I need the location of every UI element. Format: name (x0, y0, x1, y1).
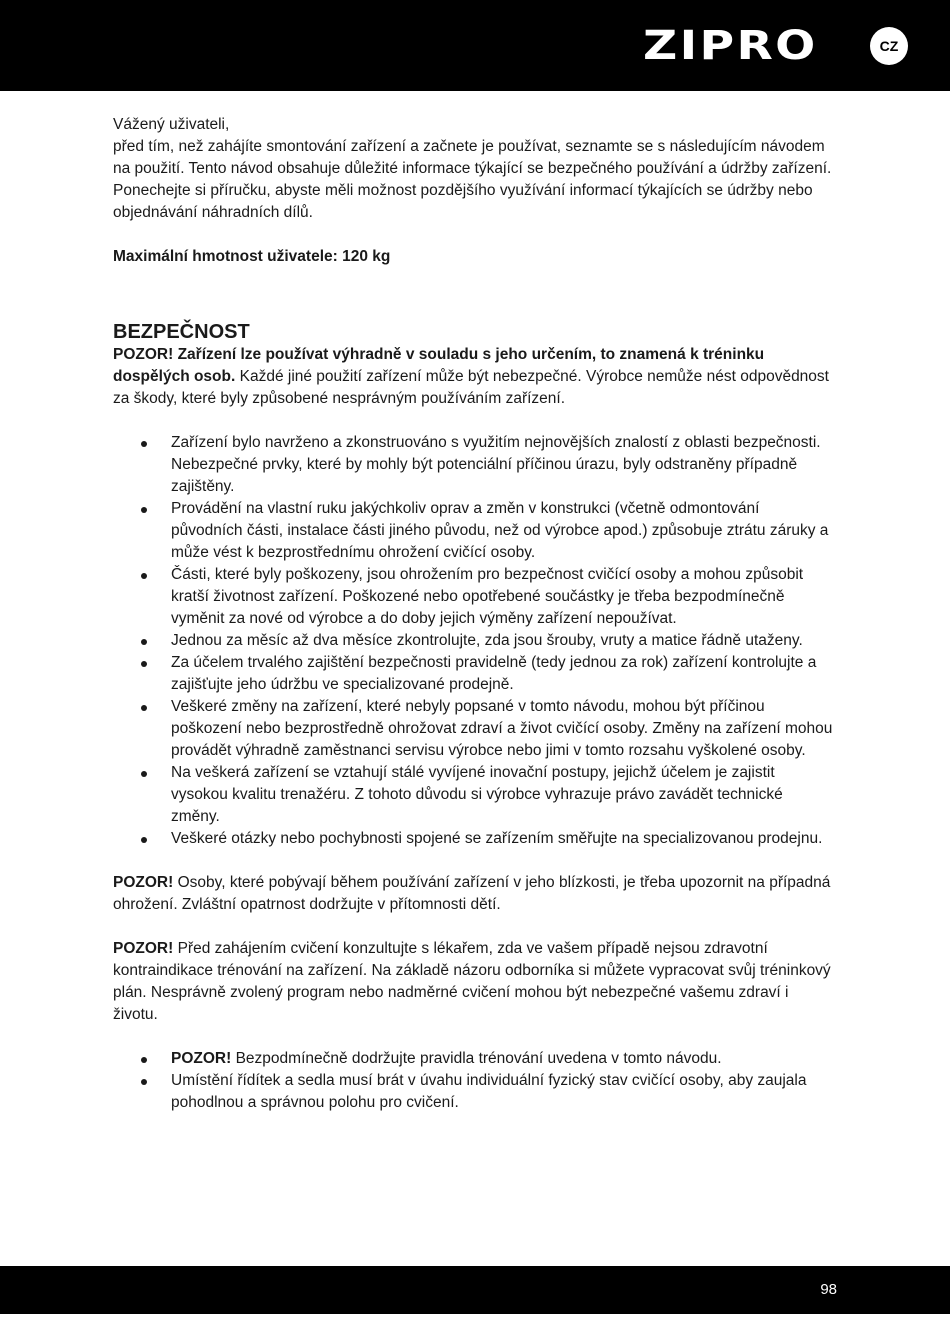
list-item (113, 652, 833, 696)
bullet-icon (141, 1057, 147, 1063)
page-content (113, 114, 833, 1114)
list-item-text: Jednou za měsíc až dva měsíce zkontrolujte, zda jsou šrouby, vruty a matice řádně utaženy. (171, 632, 803, 649)
safety-list (113, 432, 833, 850)
list-item-text: Provádění na vlastní ruku jakýchkoliv oprav a změn v konstrukci (včetně odmontování původních části, instalace části jiného původu, než od výrobce apod.) způsobuje ztrátu záruky a může vést k bezprostřednímu ohrožení cvičící osoby. (171, 500, 829, 561)
pozor-label: POZOR! (113, 940, 174, 957)
max-weight: Maximální hmotnost uživatele: 120 kg (113, 248, 391, 265)
bullet-icon (141, 441, 147, 447)
list-item-text: Veškeré změny na zařízení, které nebyly popsané v tomto návodu, mohou být příčinou poškození nebo bezprostředně ohrožovat zdraví a život cvičící osoby. Změny na zařízení mohou provádět výhradně zaměstnanci servisu výrobce nebo jimi v tomto rozsahu vyškolené osoby. (171, 698, 833, 759)
bullet-icon (141, 837, 147, 843)
list-item (113, 1048, 833, 1070)
bullet-icon (141, 639, 147, 645)
list-item-text: Zařízení bylo navrženo a zkonstruováno s využitím nejnovějších znalostí z oblasti bezpečnosti. Nebezpečné prvky, které by mohly být potenciální příčinou úrazu, byly odstraněny případně zajištěny. (171, 434, 821, 495)
paragraph-text: Před zahájením cvičení konzultujte s lékařem, zda ve vašem případě nejsou zdravotní kontraindikace trénování na zařízení. Na základě názoru odborníka si můžete vypracovat svůj tréninkový plán. Nesprávně zvolený program nebo nadměrné cvičení mohou být nebezpečné vašemu zdraví i životu. (113, 940, 831, 1023)
intro-paragraph: před tím, než zahájíte smontování zařízení a začnete je používat, seznamte se s následujícím návodem na použití. Tento návod obsahuje důležité informace týkající se bezpečného používání a údržby zařízení. Ponechejte si příručku, abyste měli možnost pozdějšího využívání informací týkajících se údržby nebo objednávání náhradních dílů. (113, 138, 832, 221)
list-item (113, 696, 833, 762)
language-badge: CZ (870, 27, 908, 65)
list-item (113, 432, 833, 498)
warning-paragraph-doctor (113, 938, 833, 1026)
bullet-icon (141, 661, 147, 667)
list-item (113, 762, 833, 828)
list-item (113, 828, 833, 850)
warning-text: Každé jiné použití zařízení může být nebezpečné. Výrobce nemůže nést odpovědnost za škody, které byly způsobené nesprávným používáním zařízení. (113, 368, 829, 407)
zipro-logo: ZIPRO (643, 23, 818, 69)
greeting: Vážený uživateli, (113, 116, 230, 133)
list-item (113, 564, 833, 630)
pozor-label: POZOR! (113, 874, 174, 891)
list-item-text: Bezpodmínečně dodržujte pravidla trénování uvedena v tomto návodu. (231, 1050, 722, 1067)
list-item (113, 498, 833, 564)
list-item-text: Na veškerá zařízení se vztahují stálé vyvíjené inovační postupy, jejichž účelem je zajistit vysokou kvalitu trenažéru. Z tohoto důvodu si výrobce vyhrazuje právo zavádět technické změny. (171, 764, 783, 825)
list-item-text: Části, které byly poškozeny, jsou ohrožením pro bezpečnost cvičící osoby a mohou způsobit kratší životnost zařízení. Poškozené nebo opotřebené součástky je třeba bezpodmínečně vyměnit za nové od výrobce a do doby jejich výměny zařízení nepoužívat. (171, 566, 804, 627)
page-footer (0, 1266, 950, 1314)
list-item-text: Umístění řídítek a sedla musí brát v úvahu individuální fyzický stav cvičící osoby, aby zaujala pohodlnou a správnou polohu pro cvičení. (171, 1072, 807, 1111)
pozor-label: POZOR! (171, 1050, 232, 1067)
list-item (113, 1070, 833, 1114)
warning-paragraph-presence (113, 872, 833, 916)
safety-warning (113, 344, 833, 410)
section-title-safety: BEZPEČNOST (113, 321, 250, 343)
page-number: 98 (820, 1281, 837, 1298)
warning-bold: POZOR! Zařízení lze používat výhradně v souladu s jeho určením, to znamená k tréninku dospělých osob. (113, 346, 765, 385)
page-header (0, 0, 950, 91)
bullet-icon (141, 1079, 147, 1085)
list-item-text: Za účelem trvalého zajištění bezpečnosti pravidelně (tedy jednou za rok) zařízení kontrolujte a zajišťujte jeho údržbu ve specializované prodejně. (171, 654, 817, 693)
bullet-icon (141, 705, 147, 711)
list-item-text: Veškeré otázky nebo pochybnosti spojené se zařízením směřujte na specializovanou prodejnu. (171, 830, 823, 847)
bullet-icon (141, 771, 147, 777)
paragraph-text: Osoby, které pobývají během používání zařízení v jeho blízkosti, je třeba upozornit na případná ohrožení. Zvláštní opatrnost dodržujte v přítomnosti dětí. (113, 874, 831, 913)
list-item (113, 630, 833, 652)
training-list (113, 1048, 833, 1114)
bullet-icon (141, 507, 147, 513)
bullet-icon (141, 573, 147, 579)
